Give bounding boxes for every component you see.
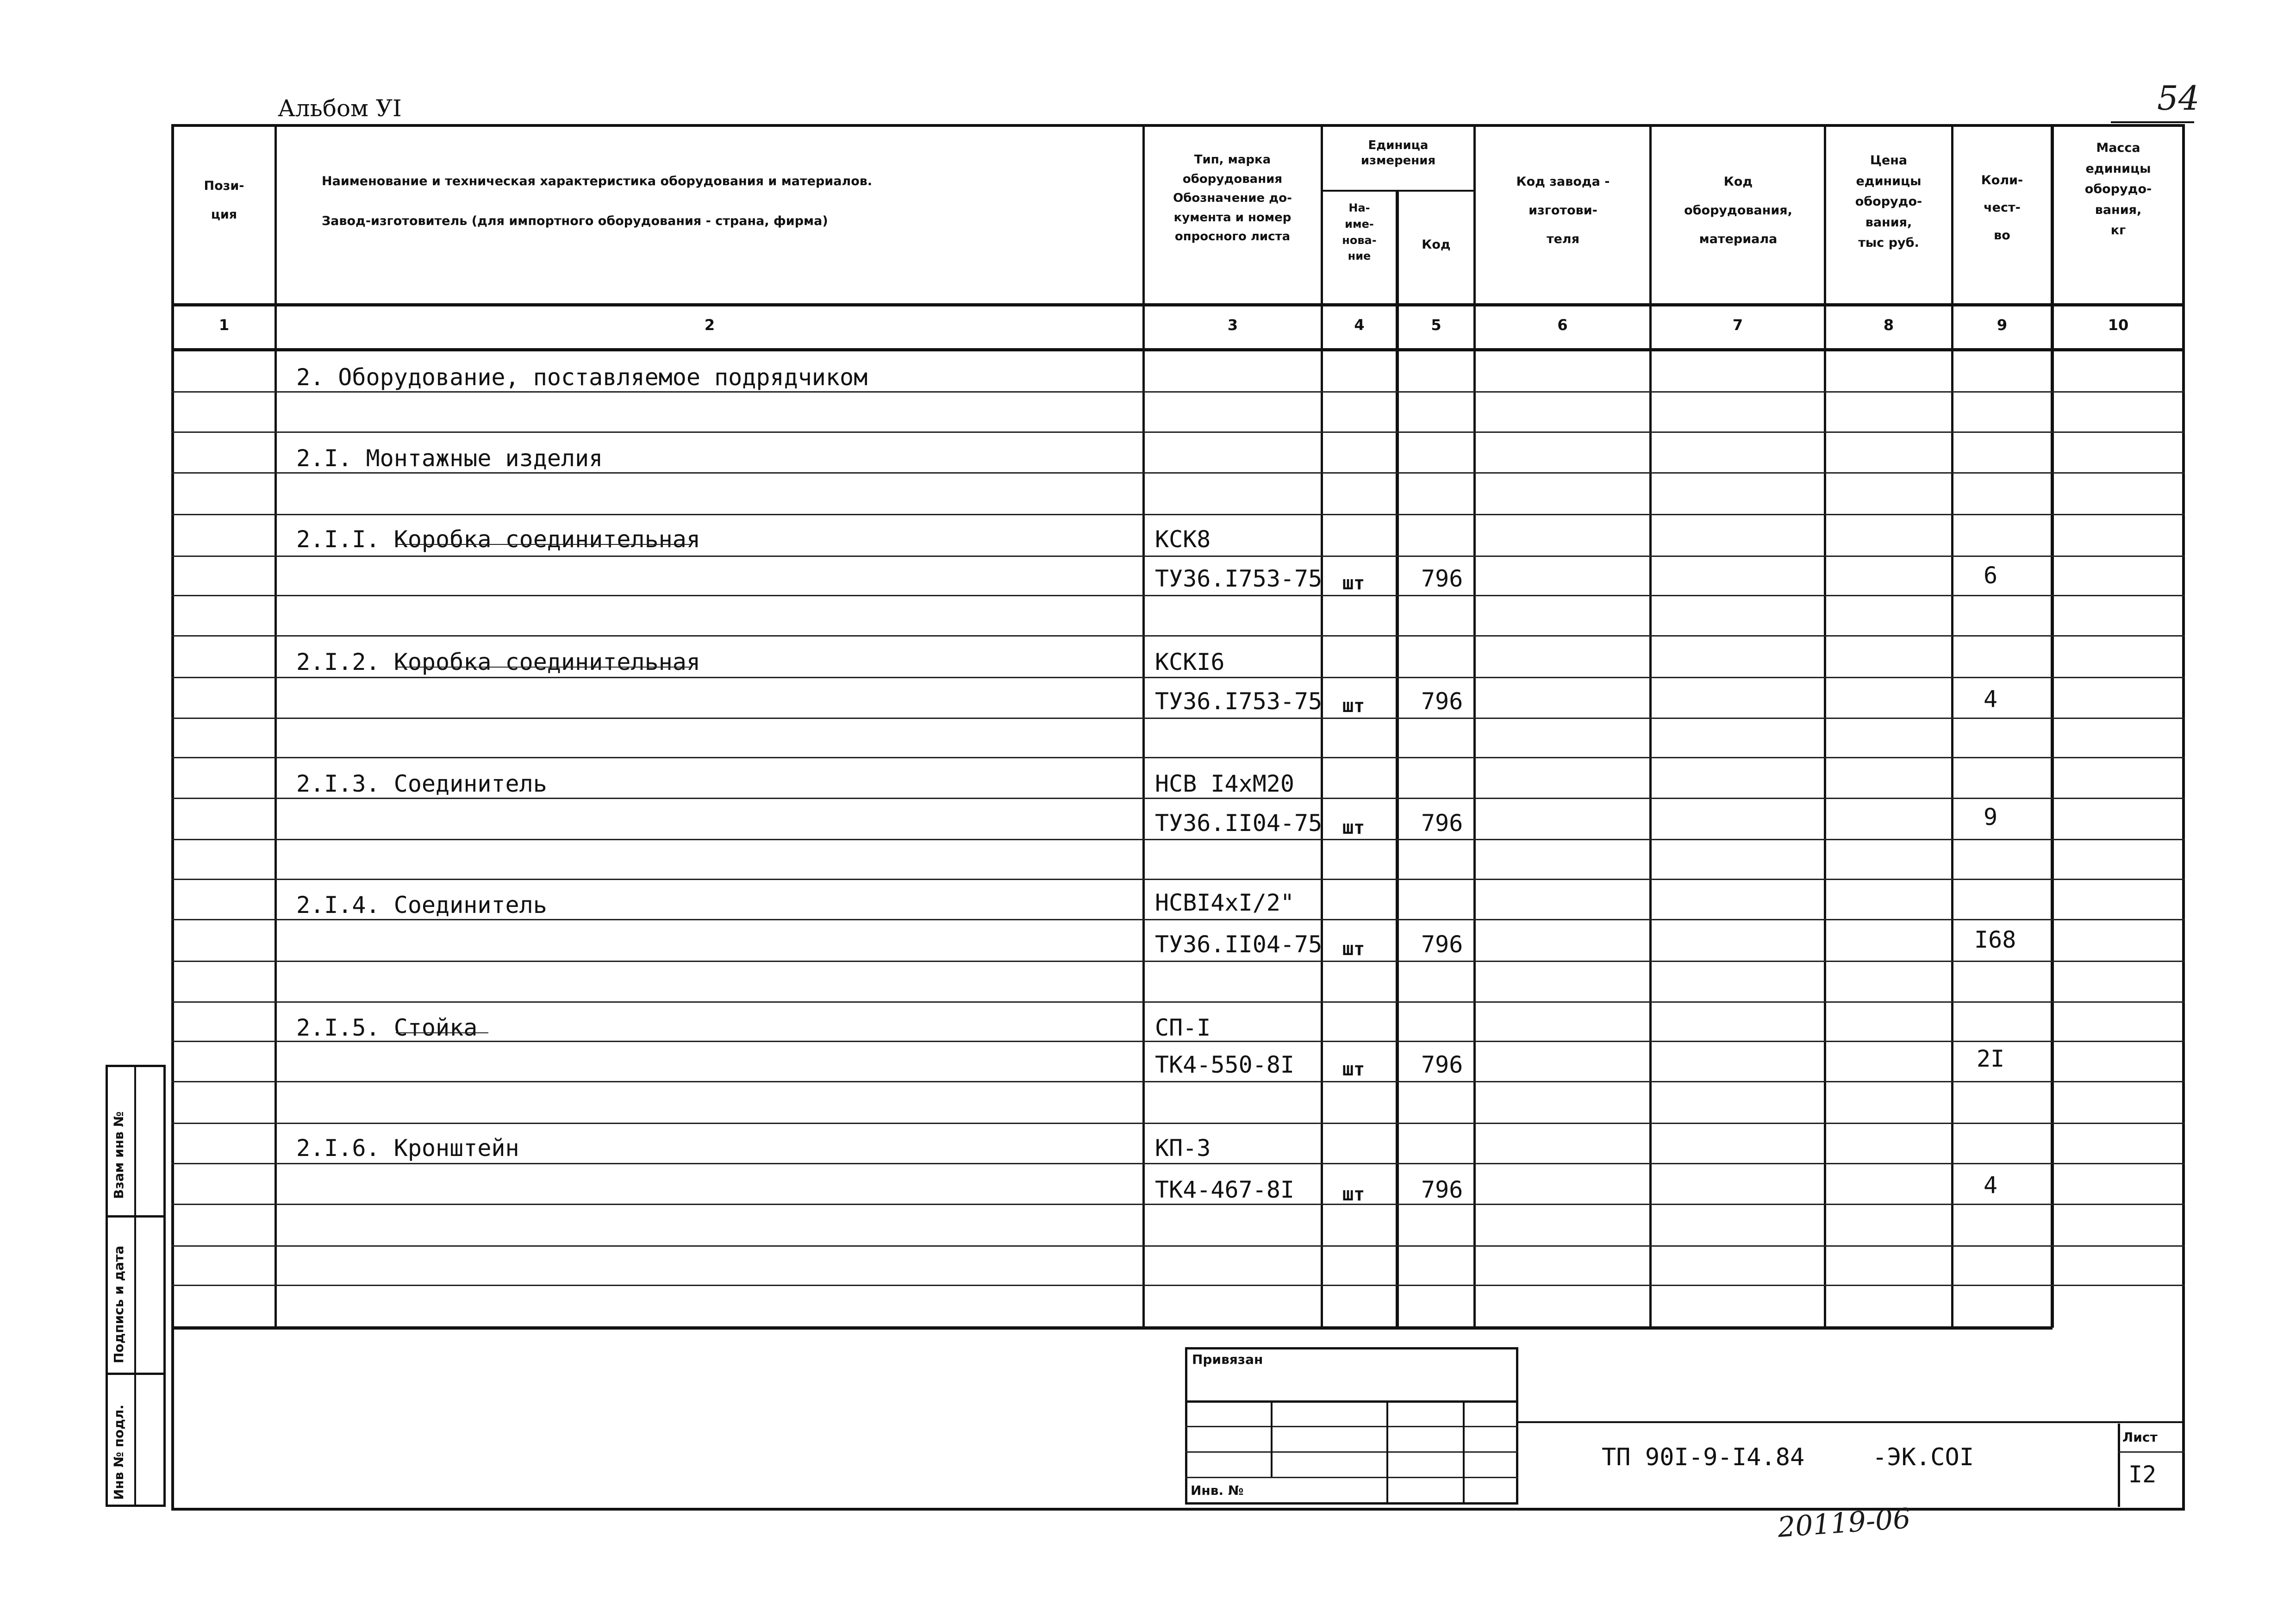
sheet-number: I2 — [2128, 1461, 2157, 1488]
row-unit: шт — [1342, 1059, 1365, 1080]
row-quantity: 9 — [1984, 804, 1998, 831]
row-type: НСВI4хI/2" — [1155, 889, 1295, 916]
side-label-inv-orig: Инв № подл. — [111, 1404, 126, 1500]
row-quantity: 6 — [1984, 562, 1998, 589]
header-bottom-line — [171, 303, 2185, 306]
col-number: 2 — [704, 316, 715, 334]
unit-header-split — [1321, 190, 1473, 192]
table-bottom-line — [171, 1326, 2053, 1330]
row-name: 2.I.6. Кронштейн — [296, 1135, 519, 1162]
row-unit: шт — [1342, 695, 1365, 717]
row-line — [171, 919, 2185, 920]
row-line — [171, 391, 2185, 393]
row-line — [171, 677, 2185, 678]
col-number: 3 — [1227, 316, 1238, 334]
row-type: НСВ I4хМ20 — [1155, 770, 1295, 797]
row-type: КСК8 — [1155, 526, 1211, 553]
row-type: ТУ36.II04-75 — [1155, 931, 1323, 958]
row-name: 2.I.2. Коробка соединительная — [296, 649, 700, 675]
name-underline — [396, 1032, 488, 1033]
inv-no-label: Инв. № — [1191, 1483, 1244, 1498]
row-line — [171, 514, 2185, 515]
row-quantity: I68 — [1974, 926, 2016, 953]
row-name: 2.I. Монтажные изделия — [296, 445, 603, 472]
col-name-header: Наименование и техническая характеристика оборудования и материалов. Завод-изготовитель (для импортного оборудования - страна, фирма) — [322, 174, 873, 228]
row-name: 2.I.4. Соединитель — [296, 892, 547, 918]
row-type: ТУ36.II04-75 — [1155, 810, 1323, 837]
side-label-inv-replace: Взам инв № — [111, 1111, 126, 1199]
row-quantity: 2I — [1977, 1045, 2005, 1072]
row-type: КП-3 — [1155, 1135, 1211, 1162]
row-unit: шт — [1342, 1184, 1365, 1205]
name-underline — [396, 544, 692, 545]
row-unit-code: 796 — [1421, 810, 1463, 837]
row-name: 2.I.I. Коробка соединительная — [296, 526, 700, 553]
col-unit-header: Единица измерения — [1360, 138, 1436, 168]
doc-suffix: -ЭК.COI — [1872, 1443, 1974, 1471]
col-quantity-header: Коли- чест- во — [1981, 173, 2023, 243]
row-line — [171, 1204, 2185, 1205]
row-type: ТК4-467-8I — [1155, 1176, 1295, 1203]
row-quantity: 4 — [1984, 1172, 1998, 1199]
row-line — [171, 1285, 2185, 1286]
row-quantity: 4 — [1984, 686, 1998, 712]
title-grid-col — [1271, 1400, 1273, 1477]
row-unit-code: 796 — [1421, 1176, 1463, 1203]
side-label-sign-date: Подпись и дата — [111, 1245, 126, 1363]
row-line — [171, 1163, 2185, 1164]
title-grid-col — [1463, 1400, 1465, 1505]
row-line — [171, 879, 2185, 880]
title-block-top-line — [1518, 1421, 2185, 1423]
col-number: 9 — [1997, 316, 2008, 334]
col-equipment-code-header: Код оборудования, материала — [1684, 175, 1792, 247]
col-divider — [1396, 190, 1399, 1328]
col-mass-header: Масса единицы оборудо- вания, кг — [2084, 141, 2152, 238]
col-number: 6 — [1557, 316, 1568, 334]
row-line — [171, 798, 2185, 799]
row-line — [171, 1123, 2185, 1124]
page-number-handwritten: 54 — [2157, 79, 2200, 118]
col-type-header: Тип, марка оборудования Обозначение до- кумента и номер опросного листа — [1173, 153, 1292, 244]
row-unit: шт — [1342, 817, 1365, 838]
sheet-label: Лист — [2122, 1430, 2158, 1445]
row-unit-code: 796 — [1421, 565, 1463, 592]
col-number: 5 — [1431, 316, 1441, 334]
row-unit: шт — [1342, 938, 1365, 960]
col-price-header: Цена единицы оборудо- вания, тыс руб. — [1855, 153, 1922, 250]
row-unit-code: 796 — [1421, 688, 1463, 715]
page-number-underline — [2111, 121, 2194, 123]
row-name: 2. Оборудование, поставляемое подрядчиком — [296, 364, 868, 391]
doc-code: ТП 90I-9-I4.84 — [1602, 1443, 1805, 1471]
row-name: 2.I.5. Стойка — [296, 1014, 478, 1041]
row-line — [171, 1245, 2185, 1247]
row-line — [171, 556, 2185, 557]
row-type: СП-I — [1155, 1014, 1211, 1041]
row-name: 2.I.3. Соединитель — [296, 770, 547, 797]
handwritten-number: 20119-06 — [1776, 1502, 1912, 1544]
col-number: 7 — [1732, 316, 1743, 334]
row-unit-code: 796 — [1421, 931, 1463, 958]
col-number: 10 — [2108, 316, 2129, 334]
row-line — [171, 839, 2185, 840]
col-factory-code-header: Код завода - изготови- теля — [1516, 175, 1610, 247]
col-unit-code-header: Код — [1422, 237, 1451, 252]
row-line — [171, 635, 2185, 637]
row-unit: шт — [1342, 573, 1365, 594]
row-line — [171, 1001, 2185, 1003]
row-type: ТК4-550-8I — [1155, 1051, 1295, 1078]
title-grid-line — [1185, 1426, 1518, 1427]
album-label: Альбом УI — [278, 95, 402, 122]
row-type: ТУ36.I753-75 — [1155, 688, 1323, 715]
col-position-header: Пози- ция — [204, 179, 244, 222]
col-number: 8 — [1883, 316, 1894, 334]
row-line — [171, 472, 2185, 474]
col-unit-name-header: На- име- нова- ние — [1342, 201, 1377, 263]
row-line — [171, 1081, 2185, 1082]
row-line — [171, 757, 2185, 758]
title-grid-line — [1185, 1451, 1518, 1453]
name-underline — [396, 667, 692, 668]
row-line — [171, 718, 2185, 719]
number-row-bottom-line — [171, 348, 2185, 351]
bound-label: Привязан — [1192, 1352, 1263, 1367]
title-grid-line — [1185, 1477, 1518, 1478]
row-type: ТУ36.I753-75 — [1155, 565, 1323, 592]
row-type: КСКI6 — [1155, 649, 1225, 675]
row-line — [171, 595, 2185, 596]
col-number: 1 — [218, 316, 230, 334]
row-line — [171, 431, 2185, 433]
row-unit-code: 796 — [1421, 1051, 1463, 1078]
title-grid-col — [1386, 1400, 1388, 1505]
row-line — [171, 961, 2185, 962]
sheet-box-line — [2118, 1451, 2185, 1453]
col-number: 4 — [1354, 316, 1365, 334]
side-stamp-divider — [134, 1065, 136, 1507]
